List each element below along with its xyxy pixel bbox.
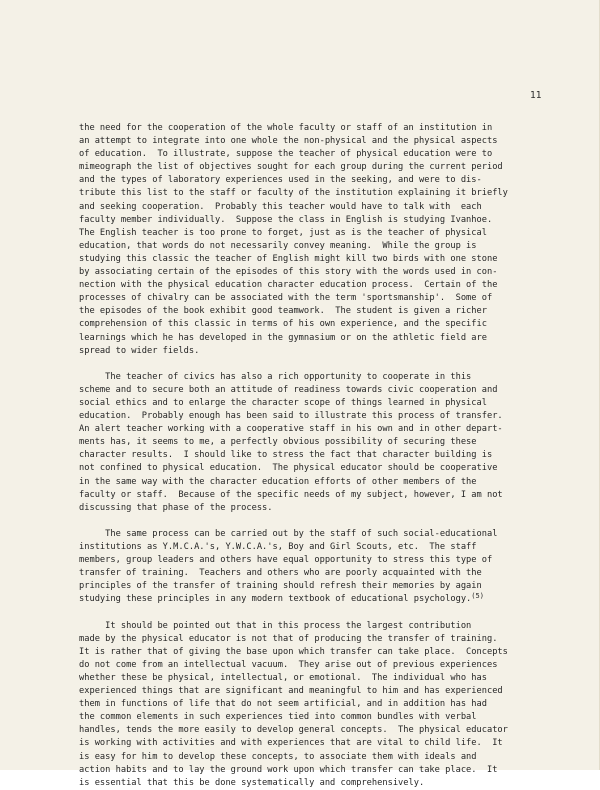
- text-line: The English teacher is too prone to forget, just as is the teacher of physical: [79, 227, 487, 238]
- text-line: institutions as Y.M.C.A.'s, Y.W.C.A.'s, Boy and Girl Scouts, etc. The staff: [79, 542, 477, 552]
- paragraph-1: [79, 122, 549, 358]
- text-line: social ethics and to enlarge the character scope of things learned in physical: [79, 397, 487, 408]
- text-line: tribute this list to the staff or faculty of the institution explaining it briefly: [79, 188, 508, 199]
- text-line: the episodes of the book exhibit good teamwork. The student is given a richer: [79, 306, 487, 317]
- text-line: handles, tends the more easily to develop general concepts. The physical educator: [79, 725, 508, 736]
- text-line: The same process can be carried out by the staff of such social-educational: [79, 528, 498, 539]
- text-line: made by the physical educator is not that of producing the transfer of training.: [79, 633, 498, 644]
- text-line: not confined to physical education. The physical educator should be cooperative: [79, 463, 498, 474]
- text-line: studying this classic the teacher of English might kill two birds with one stone: [79, 253, 498, 264]
- text-line: experienced things that are significant and meaningful to him and has experienced: [79, 686, 503, 697]
- text-line: faculty member individually. Suppose the class in English is studying Ivanhoe.: [79, 214, 493, 225]
- text-line: do not come from an intellectual vacuum. They arise out of previous experiences: [79, 659, 498, 670]
- text-line: education, that words do not necessarily convey meaning. While the group is: [79, 240, 477, 251]
- text-line: whether these be physical, intellectual, or emotional. The individual who has: [79, 672, 487, 683]
- text-line: in the same way with the character education efforts of other members of the: [79, 476, 477, 487]
- text-line: comprehension of this classic in terms of his own experience, and the specific: [79, 319, 487, 330]
- text-line: is easy for him to develop these concepts, to associate them with ideals and: [79, 751, 477, 762]
- text-line: character results. I should like to stress the fact that character building is: [79, 450, 493, 461]
- text-line: transfer of training. Teachers and others who are poorly acquainted with the: [79, 568, 482, 579]
- footnote-reference: (5): [471, 592, 484, 601]
- text-line: It should be pointed out that in this process the largest contribution: [79, 620, 472, 631]
- text-line: processes of chivalry can be associated with the term 'sportsmanship'. Some of: [79, 293, 493, 304]
- text-line: discussing that phase of the process.: [79, 502, 273, 513]
- text-line: The teacher of civics has also a rich opportunity to cooperate in this: [79, 371, 472, 382]
- text-line: education. Probably enough has been said to illustrate this process of transfer.: [79, 411, 503, 422]
- text-line: action habits and to lay the ground work upon which transfer can take place. It: [79, 764, 498, 775]
- text-line: An alert teacher working with a cooperative staff in his own and in other depart-: [79, 424, 503, 435]
- text-line: scheme and to secure both an attitude of readiness towards civic cooperation and: [79, 384, 498, 395]
- text-line: mimeograph the list of objectives sought for each group during the current period: [79, 162, 503, 173]
- text-line: them in functions of life that do not seem artificial, and in addition has had: [79, 699, 487, 710]
- paragraph-3: [79, 528, 549, 607]
- text-line: ments has, it seems to me, a perfectly obvious possibility of securing these: [79, 437, 477, 448]
- text-line: learnings which he has developed in the gymnasium or on the athletic field are: [79, 332, 487, 343]
- text-line: and seeking cooperation. Probably this teacher would have to talk with each: [79, 201, 482, 212]
- text-line: is essential that this be done systematically and comprehensively.: [79, 777, 425, 788]
- text-line: nection with the physical education character education process. Certain of the: [79, 280, 498, 291]
- text-line: of education. To illustrate, suppose the teacher of physical education were to: [79, 149, 493, 160]
- text-line: members, group leaders and others have equal opportunity to stress this type of: [79, 555, 493, 566]
- text-line: faculty or staff. Because of the specific needs of my subject, however, I am not: [79, 489, 503, 500]
- text-line: and the types of laboratory experiences used in the seeking, and were to dis-: [79, 175, 482, 186]
- page-number: 11: [530, 90, 542, 101]
- body-text: [79, 122, 549, 790]
- text-line: spread to wider fields.: [79, 345, 200, 356]
- text-line: by associating certain of the episodes of this story with the words used in con-: [79, 267, 498, 278]
- text-line: It is rather that of giving the base upon which transfer can take place. Concepts: [79, 646, 508, 657]
- text-line: the need for the cooperation of the whole faculty or staff of an institution in: [79, 123, 493, 133]
- paragraph-4: [79, 620, 549, 790]
- text-line: the common elements in such experiences tied into common bundles with verbal: [79, 712, 477, 723]
- paragraph-2: [79, 371, 549, 515]
- text-line: an attempt to integrate into one whole the non-physical and the physical aspects: [79, 136, 498, 147]
- text-line: principles of the transfer of training should refresh their memories by again: [79, 581, 482, 592]
- text-line: studying these principles in any modern textbook of educational psychology.: [79, 594, 472, 605]
- text-line: is working with activities and with experiences that are vital to child life. It: [79, 738, 503, 749]
